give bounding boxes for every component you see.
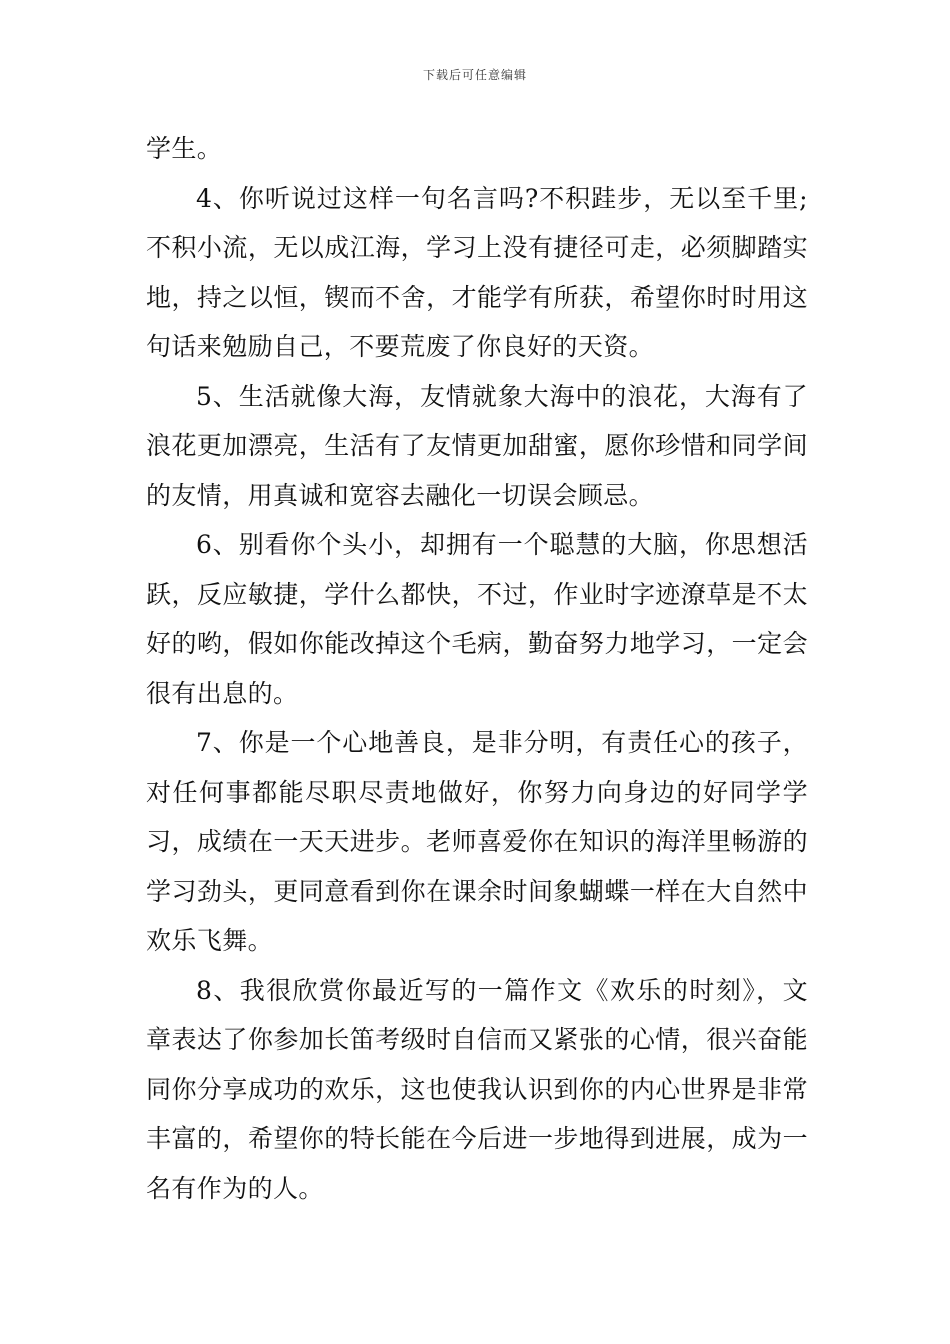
- paragraph-4: 4、你听说过这样一句名言吗?不积跬步，无以至千里;不积小流，无以成江海，学习上没有捷径可走，必须脚踏实地，持之以恒，锲而不舍，才能学有所获，希望你时时用这句话来勉励自己，不要荒废了你良好的天资。: [146, 183, 808, 361]
- paragraph-5: 5、生活就像大海，友情就象大海中的浪花，大海有了浪花更加漂亮，生活有了友情更加甜蜜，愿你珍惜和同学间的友情，用真诚和宽容去融化一切误会顾忌。: [146, 381, 808, 510]
- document-body: [146, 124, 808, 1213]
- paragraph-8: 8、我很欣赏你最近写的一篇作文《欢乐的时刻》，文章表达了你参加长笛考级时自信而又紧张的心情，很兴奋能同你分享成功的欢乐，这也使我认识到你的内心世界是非常丰富的，希望你的特长能在今后进一步地得到进展，成为一名有作为的人。: [146, 975, 808, 1203]
- paragraph-continuation: 学生。: [146, 134, 223, 163]
- paragraph-6: 6、别看你个头小，却拥有一个聪慧的大脑，你思想活跃，反应敏捷，学什么都快，不过，作业时字迹潦草是不太好的哟，假如你能改掉这个毛病，勤奋努力地学习，一定会很有出息的。: [146, 530, 808, 708]
- paragraph-7: 7、你是一个心地善良，是非分明，有责任心的孩子，对任何事都能尽职尽责地做好，你努力向身边的好同学学习，成绩在一天天进步。老师喜爱你在知识的海洋里畅游的学习劲头，更同意看到你在课余时间象蝴蝶一样在大自然中欢乐飞舞。: [146, 728, 808, 955]
- page-header: 下载后可任意编辑: [422, 68, 527, 82]
